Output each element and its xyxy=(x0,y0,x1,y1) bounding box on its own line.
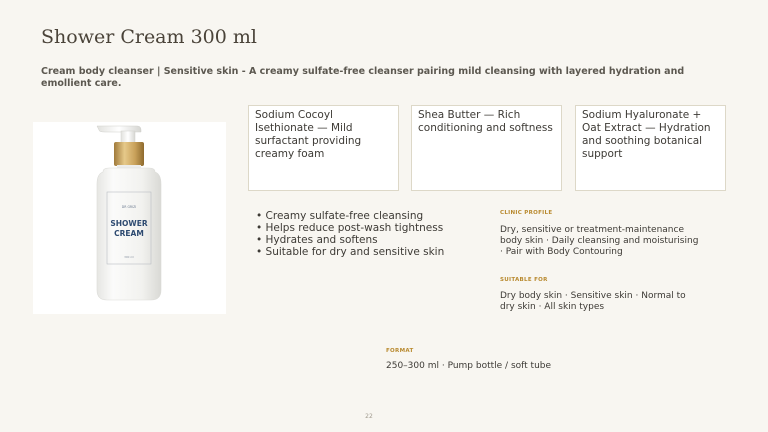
clinic-profile-label: CLINIC PROFILE xyxy=(500,210,553,216)
bottle-brand-text: DR GRIZI xyxy=(121,205,137,209)
format-label: FORMAT xyxy=(386,348,414,354)
suitable-for-label: SUITABLE FOR xyxy=(500,277,548,283)
format-text: 250–300 ml · Pump bottle / soft tube xyxy=(386,361,552,371)
bottle-name-line1: SHOWER xyxy=(110,219,148,228)
product-image xyxy=(33,122,226,314)
page-number: 22 xyxy=(365,413,373,420)
benefit-item: • Hydrates and softens xyxy=(256,234,444,246)
bottle-volume-text: 300 ml xyxy=(124,255,134,259)
benefit-item: • Creamy sulfate-free cleansing xyxy=(256,210,444,222)
suitable-for-text: Dry body skin · Sensitive skin · Normal to dry skin · All skin types xyxy=(500,291,686,312)
ingredient-card-1: Sodium Cocoyl Isethionate — Mild surfactant providing creamy foam xyxy=(248,105,399,191)
clinic-profile-text: Dry, sensitive or treatment-maintenance body skin · Daily cleansing and moisturising · Pair with Body Contouring xyxy=(500,225,699,257)
benefit-item: • Suitable for dry and sensitive skin xyxy=(256,246,444,258)
benefits-list xyxy=(256,210,444,258)
page-title: Shower Cream 300 ml xyxy=(41,26,257,48)
ingredient-card-2: Shea Butter — Rich conditioning and softness xyxy=(411,105,562,191)
ingredient-card-3: Sodium Hyaluronate + Oat Extract — Hydration and soothing botanical support xyxy=(575,105,726,191)
benefit-item: • Helps reduce post-wash tightness xyxy=(256,222,444,234)
page-subtitle: Cream body cleanser | Sensitive skin - A creamy sulfate-free cleanser pairing mild cleansing with layered hydration and emollient care. xyxy=(41,66,685,89)
shower-cream-bottle-illustration xyxy=(33,122,226,314)
bottle-name-line2: CREAM xyxy=(114,229,144,238)
